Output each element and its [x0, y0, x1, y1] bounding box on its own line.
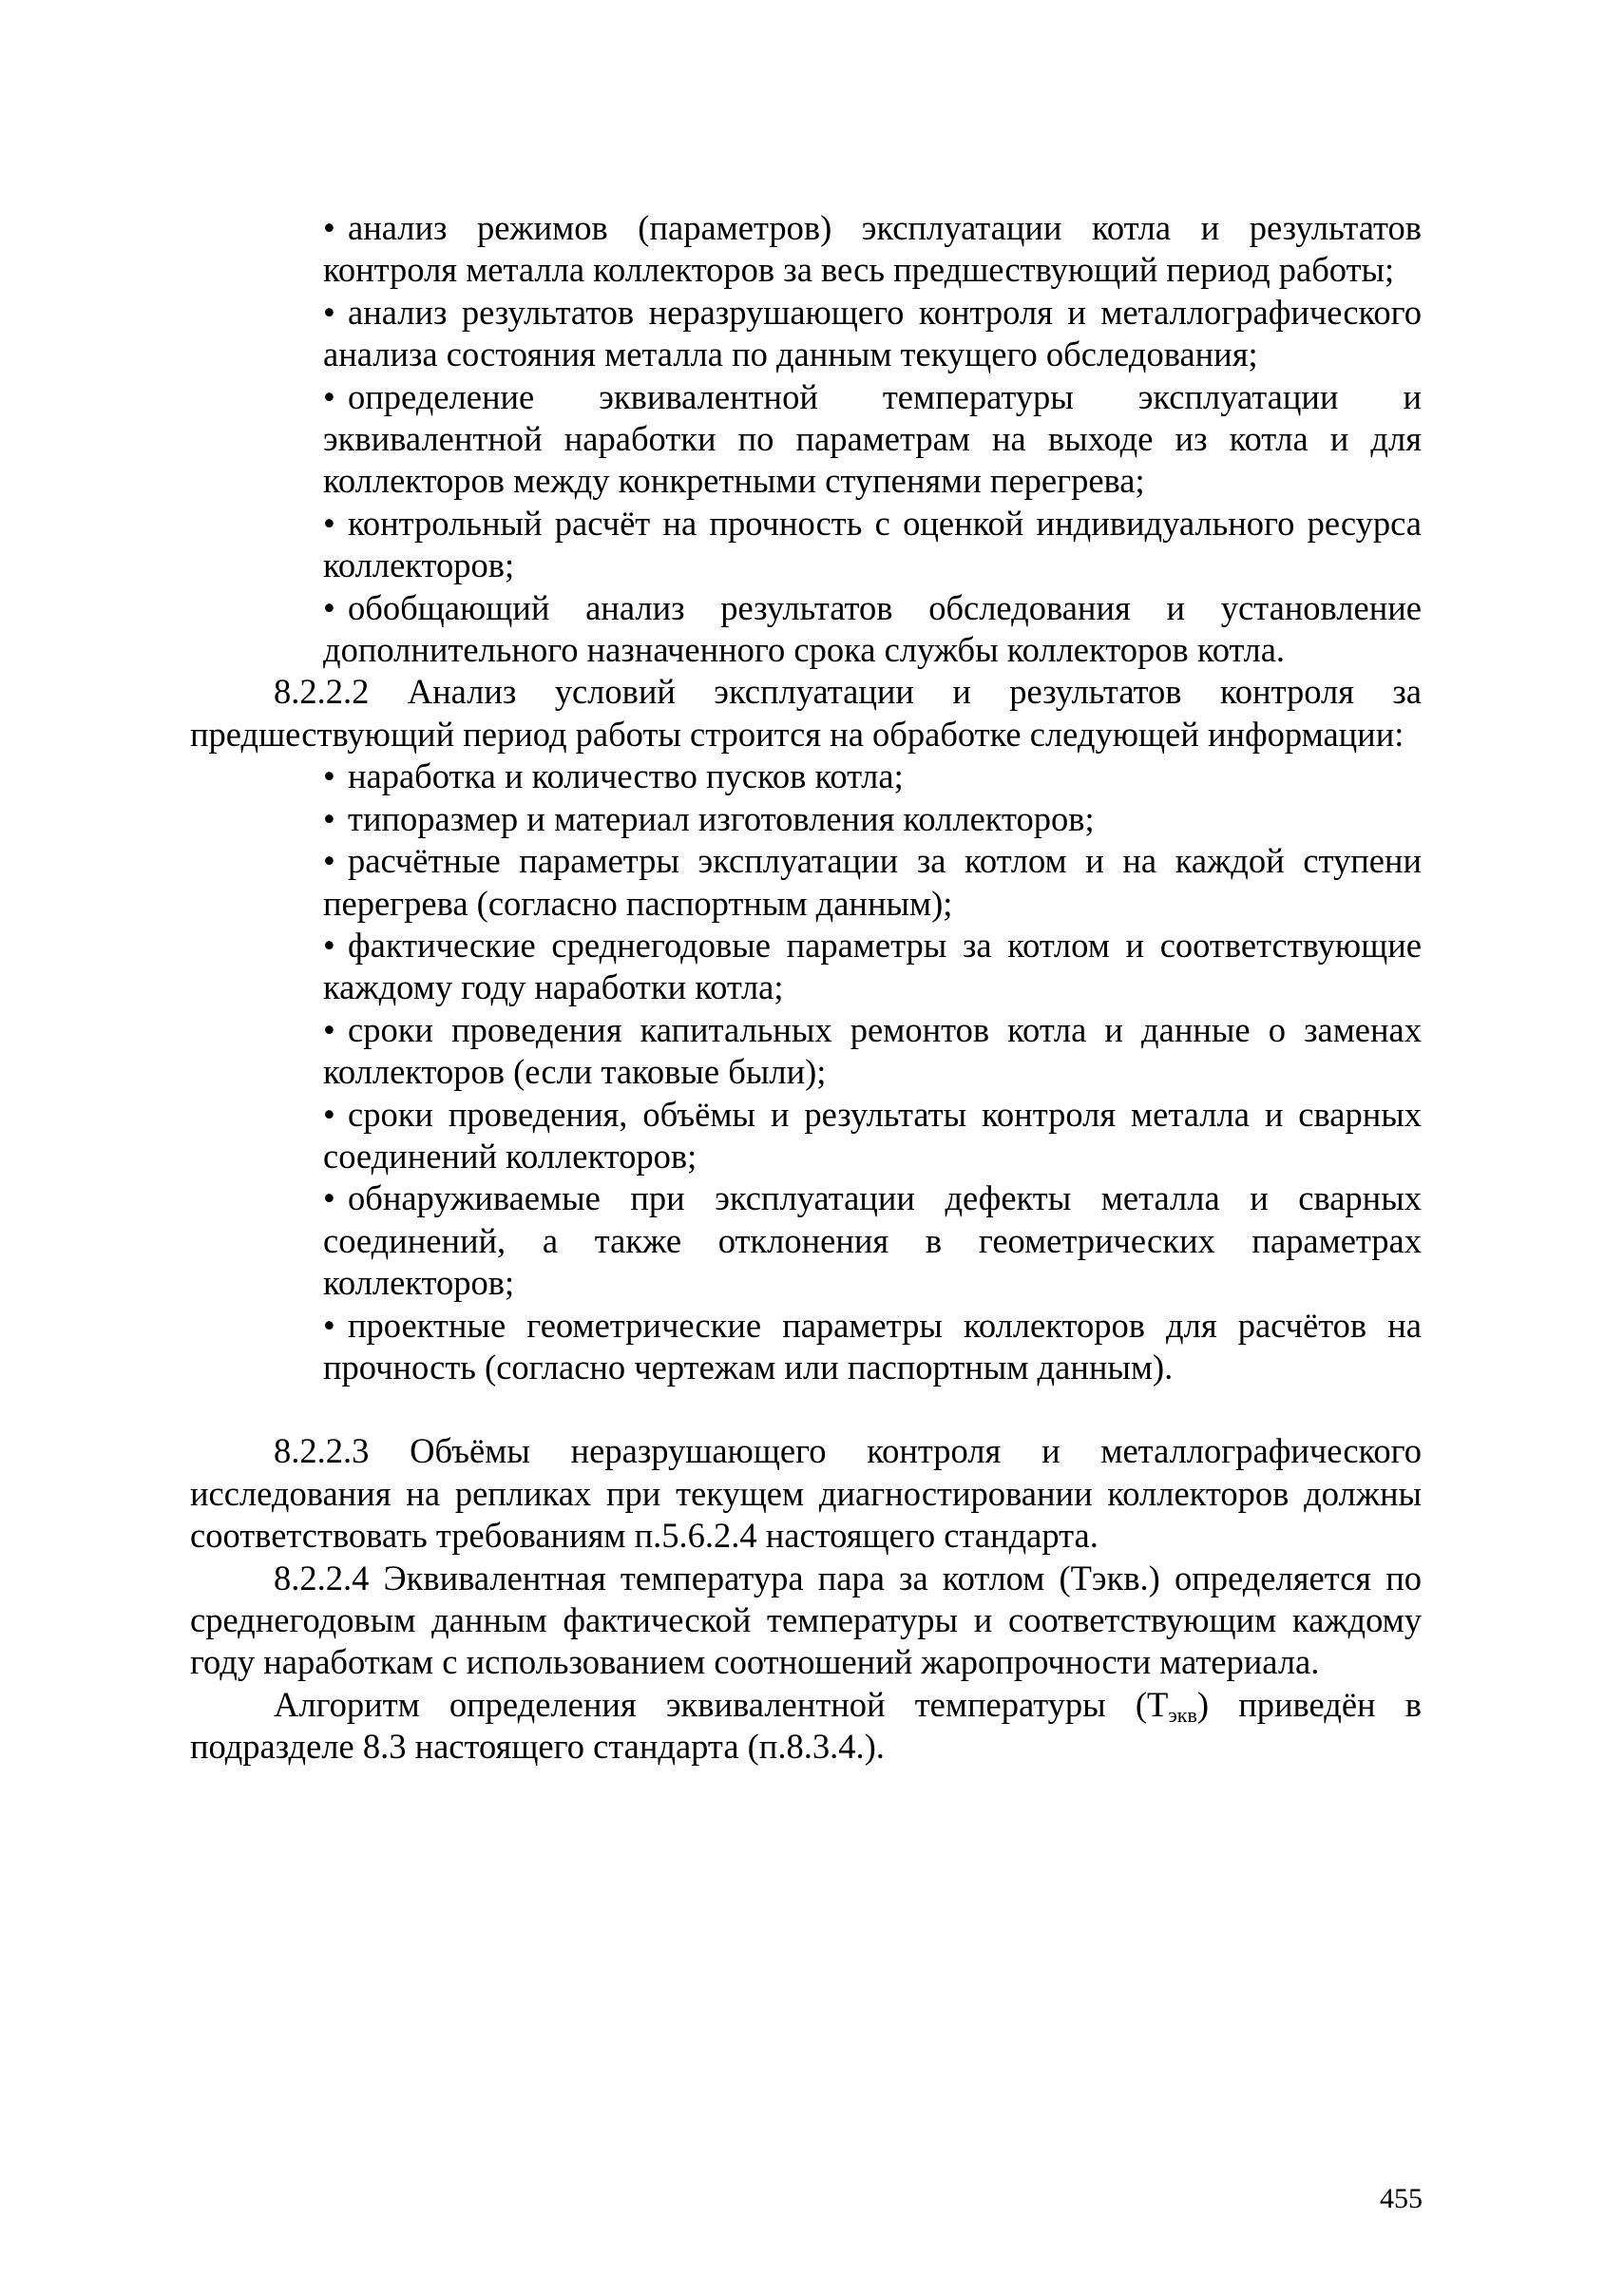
list-item: • обобщающий анализ результатов обследования и установление дополнительного назначенного срока службы коллекторов котла.	[323, 587, 1422, 670]
bullet-icon: •	[323, 292, 335, 332]
bullet-icon: •	[323, 925, 335, 965]
bullet-icon: •	[323, 756, 335, 796]
bullet-icon: •	[323, 841, 335, 881]
page-body	[190, 207, 1422, 1769]
list-item: • анализ режимов (параметров) эксплуатации котла и результатов контроля металла коллекторов за весь предшествующий период работы;	[323, 208, 1422, 290]
list-item: • определение эквивалентной температуры эксплуатации и эквивалентной наработки по параметрам на выходе из котла и для коллекторов между конкретными ступенями перегрева;	[323, 376, 1422, 501]
diagnostic-steps-list	[190, 207, 1422, 671]
list-item: • типоразмер и материал изготовления коллекторов;	[323, 798, 1422, 840]
list-item: • анализ результатов неразрушающего контроля и металлографического анализа состояния металла по данным текущего обследования;	[323, 292, 1422, 374]
bullet-icon: •	[323, 1305, 335, 1345]
bullet-icon: •	[323, 587, 335, 627]
list-item: • фактические среднегодовые параметры за котлом и соответствующие каждому году наработки котла;	[323, 925, 1422, 1007]
bullet-icon: •	[323, 1094, 335, 1134]
paragraph-algorithm: Алгоритм определения эквивалентной температуры $(Т_{экв})$ приведён в подразделе 8.3 настоящего стандарта (п.8.3.4.).	[190, 1684, 1422, 1767]
bullet-icon: •	[323, 503, 335, 543]
bullet-icon: •	[323, 1009, 335, 1049]
paragraph-gap	[190, 1388, 1422, 1430]
list-item: • контрольный расчёт на прочность с оценкой индивидуального ресурса коллекторов;	[323, 503, 1422, 585]
list-item: • сроки проведения капитальных ремонтов котла и данные о заменах коллекторов (если таковые были);	[323, 1009, 1422, 1092]
bullet-icon: •	[323, 1178, 335, 1218]
paragraph-8-2-2-4: 8.2.2.4 Эквивалентная температура пара за котлом (Тэкв.) определяется по среднегодовым данным фактической температуры и соответствующим каждому году наработкам с использованием соотношений жаропрочности материала.	[190, 1558, 1422, 1682]
information-list	[190, 756, 1422, 1388]
paragraph-8-2-2-2: 8.2.2.2 Анализ условий эксплуатации и результатов контроля за предшествующий период работы строится на обработке следующей информации:	[190, 672, 1422, 754]
bullet-icon: •	[323, 376, 335, 416]
bullet-icon: •	[323, 798, 335, 838]
list-item: • наработка и количество пусков котла;	[323, 756, 1422, 797]
list-item: • расчётные параметры эксплуатации за котлом и на каждой ступени перегрева (согласно паспортным данным);	[323, 841, 1422, 923]
bullet-icon: •	[323, 208, 335, 247]
list-item: • обнаруживаемые при эксплуатации дефекты металла и сварных соединений, а также отклонения в геометрических параметрах коллекторов;	[323, 1178, 1422, 1303]
list-item: • сроки проведения, объёмы и результаты контроля металла и сварных соединений коллекторов;	[323, 1094, 1422, 1176]
list-item: • проектные геометрические параметры коллекторов для расчётов на прочность (согласно чертежам или паспортным данным).	[323, 1305, 1422, 1387]
page-number: 455	[1380, 2183, 1423, 2214]
paragraph-8-2-2-3: 8.2.2.3 Объёмы неразрушающего контроля и металлографического исследования на репликах при текущем диагностировании коллекторов должны соответствовать требованиям п.5.6.2.4 настоящего стандарта.	[190, 1431, 1422, 1556]
subscript-ekv: экв	[1168, 1702, 1197, 1727]
